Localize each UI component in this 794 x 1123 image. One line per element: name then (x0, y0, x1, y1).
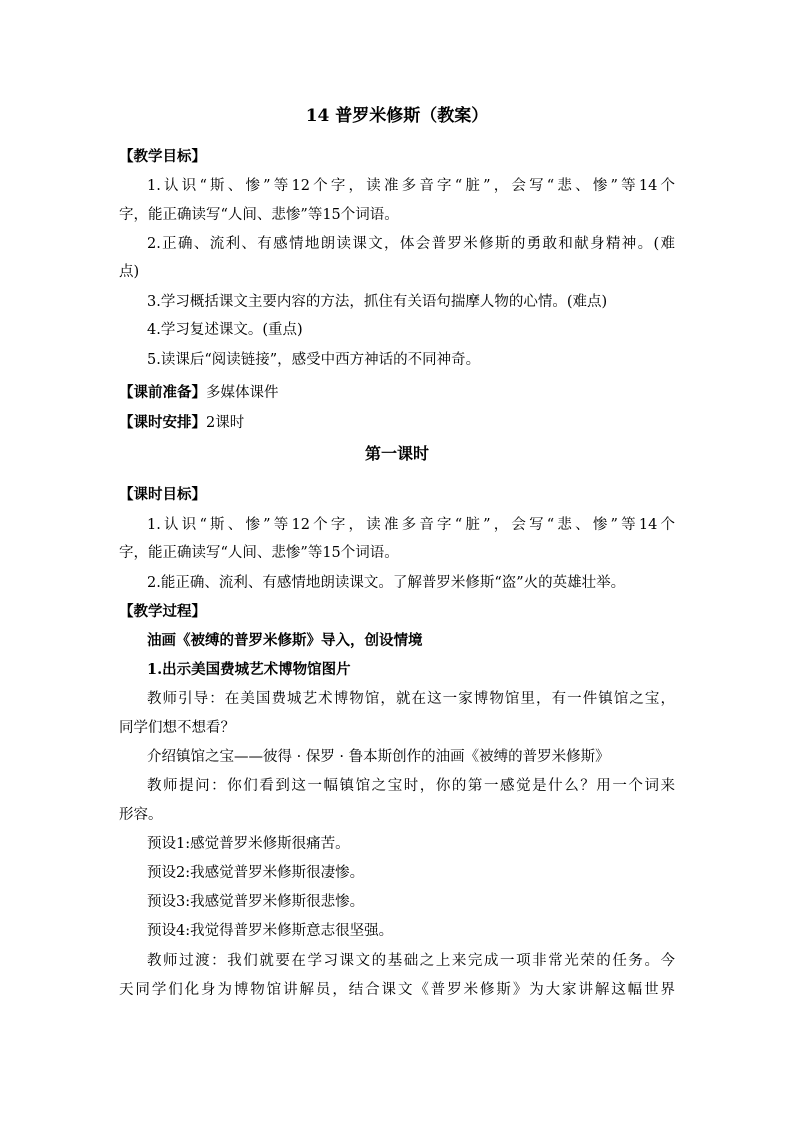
preset-4: 预设4:我觉得普罗米修斯意志很坚强。 (147, 923, 394, 939)
lesson1-title: 第一课时 (364, 444, 429, 463)
goal-item-2-line-2: 点) (119, 264, 140, 280)
lesson-goals-heading: 【课时目标】 (119, 486, 206, 503)
goal-item-2-line-1: 2.正确、流利、有感情地朗读课文，体会普罗米修斯的勇敢和献身精神。(难 (147, 236, 675, 252)
lesson-goal-1-line-1: 1.认识“斯、惨”等12个字，读准多音字“脏”，会写“悲、惨”等14个 (147, 517, 675, 533)
schedule-row (119, 412, 244, 434)
schedule-heading: 【课时安排】 (119, 414, 206, 431)
goal-item-3: 3.学习概括课文主要内容的方法，抓住有关语句揣摩人物的心情。(难点) (147, 294, 608, 310)
paragraph-2: 介绍镇馆之宝——彼得 · 保罗 · 鲁本斯创作的油画《被缚的普罗米修斯》 (147, 749, 610, 765)
goal-item-5: 5.读课后“阅读链接”，感受中西方神话的不同神奇。 (147, 352, 481, 368)
process-step-1: 1.出示美国费城艺术博物馆图片 (147, 661, 351, 678)
paragraph-1-line-1: 教师引导：在美国费城艺术博物馆，就在这一家博物馆里，有一件镇馆之宝， (147, 691, 675, 707)
paragraph-1-line-2: 同学们想不想看？ (119, 720, 235, 736)
process-intro: 油画《被缚的普罗米修斯》导入，创设情境 (147, 632, 423, 649)
paragraph-3-line-1: 教师提问：你们看到这一幅镇馆之宝时，你的第一感觉是什么？用一个词来 (147, 778, 675, 794)
prep-text: 多媒体课件 (206, 385, 279, 401)
lesson-goal-1-line-2: 字，能正确读写“人间、悲惨”等15个词语。 (119, 545, 399, 561)
schedule-text: 2课时 (206, 415, 245, 431)
preset-3: 预设3:我感觉普罗米修斯很悲惨。 (147, 894, 365, 910)
lesson-goal-2: 2.能正确、流利、有感情地朗读课文。了解普罗米修斯“盗”火的英雄壮举。 (147, 575, 626, 591)
paragraph-4-line-1: 教师过渡：我们就要在学习课文的基础之上来完成一项非常光荣的任务。今 (147, 953, 675, 969)
paragraph-4-line-2: 天同学们化身为博物馆讲解员，结合课文《普罗米修斯》为大家讲解这幅世界 (119, 982, 675, 998)
goal-item-1-line-1: 1.认识“斯、惨”等12个字，读准多音字“脏”，会写“悲、惨”等14个 (147, 178, 675, 194)
prep-heading: 【课前准备】 (119, 384, 206, 401)
prep-row (119, 382, 279, 404)
teaching-goals-heading: 【教学目标】 (119, 148, 206, 165)
process-heading: 【教学过程】 (119, 603, 206, 620)
preset-1: 预设1:感觉普罗米修斯很痛苦。 (147, 836, 350, 852)
paragraph-3-line-2: 形容。 (119, 807, 163, 823)
document-title: 14 普罗米修斯（教案） (305, 106, 489, 126)
goal-item-4: 4.学习复述课文。(重点) (147, 322, 303, 338)
preset-2: 预设2:我感觉普罗米修斯很凄惨。 (147, 865, 365, 881)
goal-item-1-line-2: 字，能正确读写“人间、悲惨”等15个词语。 (119, 207, 399, 223)
